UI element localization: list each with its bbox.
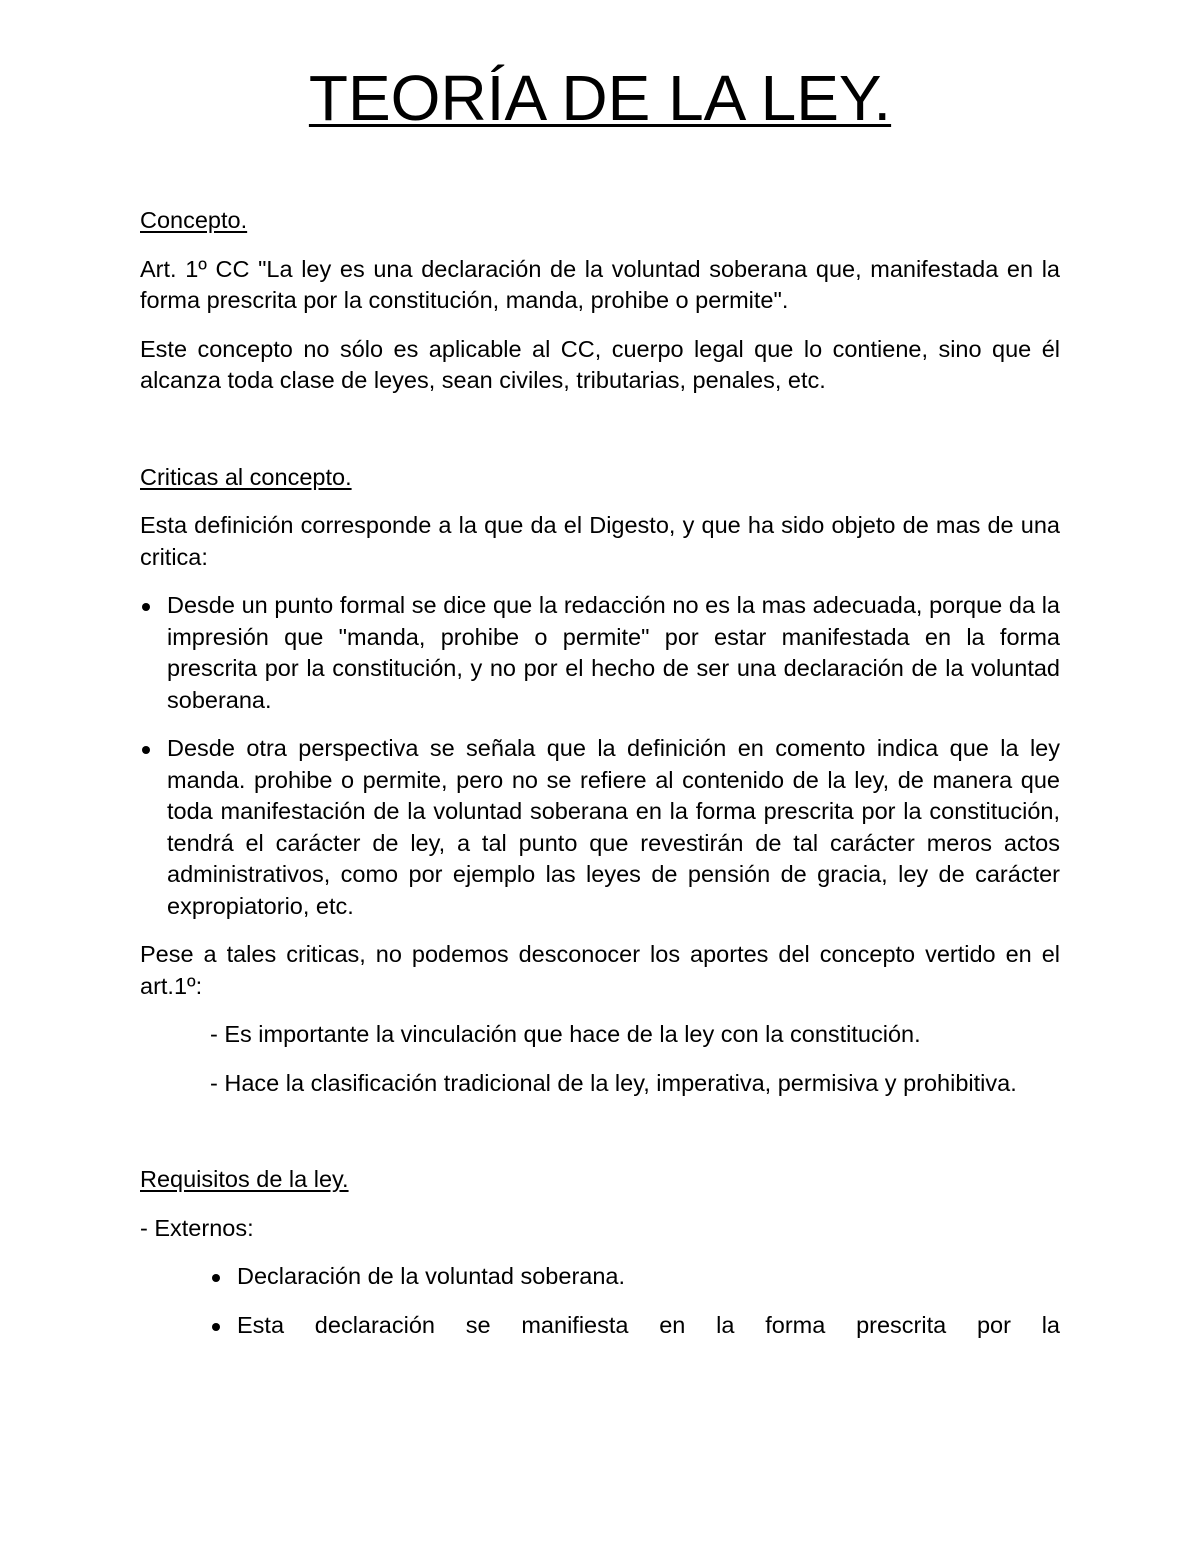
list-item-text: Desde un punto formal se dice que la redacción no es la mas adecuada, porque da la impresión que "manda, prohibe o permite" por estar manifestada en la forma prescrita por la constitución, y no por el hecho de ser una declaración de la voluntad soberana. [167, 592, 1060, 713]
bullet-icon [212, 1274, 220, 1282]
criticas-intro: Esta definición corresponde a la que da el Digesto, y que ha sido objeto de mas de una critica: [140, 512, 1060, 570]
criticas-list [140, 590, 1060, 922]
requisitos-list [140, 1261, 1060, 1341]
list-item [210, 1310, 1060, 1342]
list-item-text: Declaración de la voluntad soberana. [237, 1263, 626, 1289]
aporte-item: - Es importante la vinculación que hace de la ley con la constitución. [210, 1021, 921, 1047]
document-title: TEORÍA DE LA LEY. [308, 62, 892, 134]
bullet-icon [142, 603, 150, 611]
section-heading-concepto: Concepto. [140, 207, 248, 233]
criticas-conclusion: Pese a tales criticas, no podemos desconocer los aportes del concepto vertido en el art.1º: [140, 941, 1060, 999]
list-item [210, 1261, 1060, 1293]
bullet-icon [142, 746, 150, 754]
list-item-text: Desde otra perspectiva se señala que la definición en comento indica que la ley manda. prohibe o permite, pero no se refiere al contenido de la ley, de manera que toda manifestación de la voluntad soberana en la forma prescrita por la constitución, tendrá el carácter de ley, a tal punto que revestirán de tal carácter meros actos administrativos, como por ejemplo las leyes de pensión de gracia, ley de carácter expropiatorio, etc. [167, 735, 1060, 919]
document-page [140, 0, 1060, 1553]
concepto-paragraph-2: Este concepto no sólo es aplicable al CC, cuerpo legal que lo contiene, sino que él alcanza toda clase de leyes, sean civiles, tributarias, penales, etc. [140, 335, 1060, 393]
list-item [140, 590, 1060, 716]
externos-label: - Externos: [140, 1214, 254, 1241]
document-body [140, 205, 1060, 1358]
list-item [140, 733, 1060, 922]
section-heading-criticas: Criticas al concepto. [140, 463, 352, 490]
section-gap [140, 1116, 1060, 1164]
aporte-item: - Hace la clasificación tradicional de la ley, imperativa, permisiva y prohibitiva. [210, 1069, 1017, 1096]
bullet-icon [212, 1323, 220, 1331]
list-item-text: Esta declaración se manifiesta en la forma prescrita por la [237, 1311, 1060, 1338]
section-heading-requisitos: Requisitos de la ley. [140, 1166, 349, 1192]
section-gap [140, 414, 1060, 462]
concepto-paragraph-1: Art. 1º CC "La ley es una declaración de la voluntad soberana que, manifestada en la forma prescrita por la constitución, manda, prohibe o permite". [140, 255, 1060, 313]
